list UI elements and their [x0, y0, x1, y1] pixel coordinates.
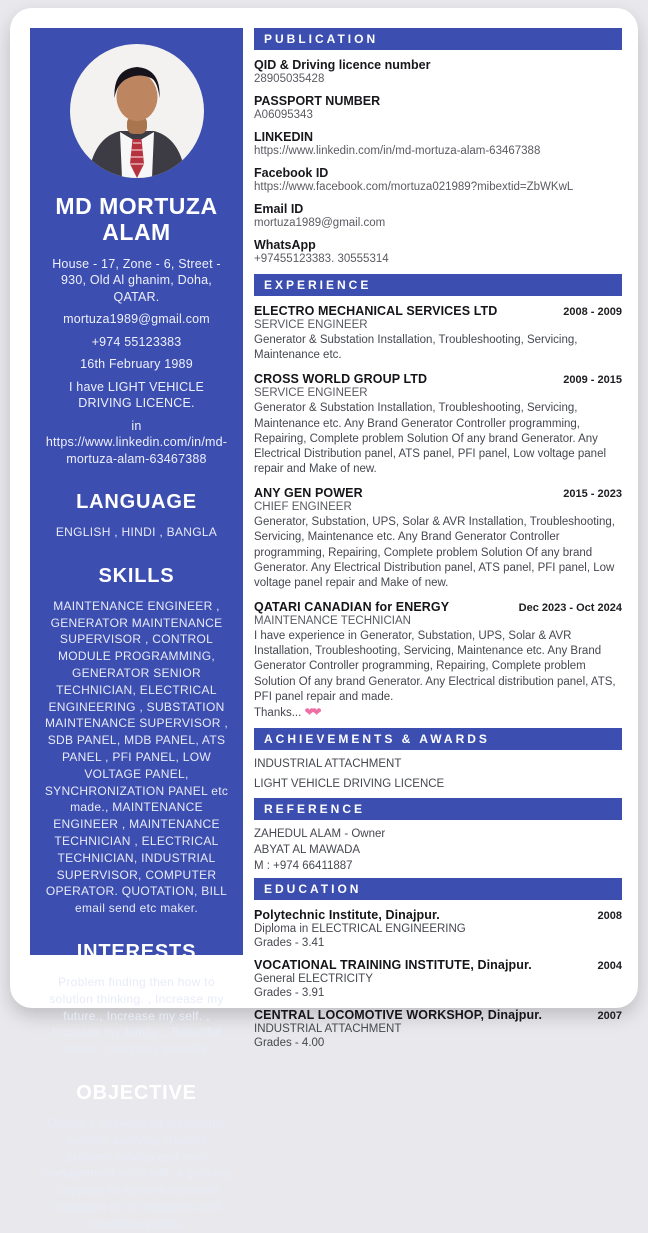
experience-header	[254, 486, 622, 500]
job-description: Generator & Substation Installation, Troubleshooting, Servicing, Maintenance etc. Any Brand Generator Controller programming, Repairing, Complete problem Solution Of any brand Generator. Any Electrical Distribution panel, ATS panel, PFI panel, Low voltage panel repair and Make of new.	[254, 402, 607, 476]
date-range: 2009 - 2015	[563, 374, 622, 387]
program-name: INDUSTRIAL ATTACHMENT	[254, 1022, 402, 1035]
section-achievements	[254, 728, 622, 790]
grades: Grades - 4.00	[254, 1036, 325, 1049]
section-heading: INTERESTS	[76, 940, 197, 963]
section-body: Problem finding then how to solution thinking. , Increase my future., Increase my self. , Increase my family. , Beautiful future., Company benefits.	[49, 974, 224, 1057]
field-label: Facebook ID	[254, 166, 329, 180]
birthdate-line: 16th February 1989	[80, 357, 193, 371]
candidate-name: MD MORTUZA ALAM	[55, 193, 218, 245]
section-experience	[254, 274, 622, 719]
job-title: SERVICE ENGINEER	[254, 387, 368, 400]
sidebar-section-objective	[42, 1082, 231, 1233]
program-name: General ELECTRICITY	[254, 972, 373, 985]
publication-item	[254, 238, 622, 265]
section-bar-publication: PUBLICATION	[254, 28, 622, 50]
education-header	[254, 958, 622, 972]
field-value: mortuza1989@gmail.com	[254, 217, 386, 229]
experience-item	[254, 304, 622, 363]
resume-card	[10, 8, 638, 1231]
field-label: PASSPORT NUMBER	[254, 94, 381, 108]
education-item	[254, 1008, 622, 1049]
education-item	[254, 958, 622, 999]
field-value: +97455123383. 30555314	[254, 253, 389, 265]
linkedin-url-line: https://www.linkedin.com/in/md-mortuza-alam-63467388	[45, 435, 228, 466]
school-name: CENTRAL LOCOMOTIVE WORKSHOP, Dinajpur.	[254, 1007, 543, 1022]
job-title: CHIEF ENGINEER	[254, 501, 352, 514]
experience-header	[254, 600, 622, 614]
section-education	[254, 878, 622, 1049]
company-name: CROSS WORLD GROUP LTD	[254, 372, 428, 387]
profile-photo	[42, 44, 231, 178]
section-bar-reference: REFERENCE	[254, 798, 622, 820]
graduation-year: 2004	[597, 959, 622, 972]
section-bar-achievements: ACHIEVEMENTS & AWARDS	[254, 728, 622, 750]
job-title: SERVICE ENGINEER	[254, 319, 368, 331]
job-title: MAINTENANCE TECHNICIAN	[254, 615, 411, 628]
achievement-item: INDUSTRIAL ATTACHMENT	[254, 757, 402, 770]
experience-header	[254, 304, 622, 318]
job-description: Generator & Substation Installation, Troubleshooting, Servicing, Maintenance etc.	[254, 334, 578, 362]
publication-item	[254, 202, 622, 229]
reference-company: ABYAT AL MAWADA	[254, 843, 361, 856]
date-range: Dec 2023 - Oct 2024	[518, 602, 622, 615]
publication-item	[254, 58, 622, 85]
thanks-text: Thanks...	[254, 706, 302, 719]
achievement-item: LIGHT VEHICLE DRIVING LICENCE	[254, 777, 445, 790]
publication-item	[254, 94, 622, 121]
sidebar-section-language	[42, 491, 231, 541]
email-line: mortuza1989@gmail.com	[63, 312, 210, 326]
licence-line: I have LIGHT VEHICLE DRIVING LICENCE.	[68, 379, 205, 410]
section-heading: LANGUAGE	[76, 491, 197, 513]
section-reference	[254, 798, 622, 878]
section-bar-education: EDUCATION	[254, 878, 622, 900]
program-name: Diploma in ELECTRICAL ENGINEERING	[254, 922, 466, 935]
school-name: Polytechnic Institute, Dinajpur.	[254, 907, 440, 922]
education-header	[254, 908, 622, 922]
education-header	[254, 1008, 622, 1022]
graduation-year: 2008	[597, 909, 622, 922]
grades: Grades - 3.41	[254, 936, 325, 949]
experience-item	[254, 600, 622, 719]
graduation-year: 2007	[597, 1009, 622, 1022]
company-name: ELECTRO MECHANICAL SERVICES LTD	[254, 304, 498, 318]
company-name: ANY GEN POWER	[254, 486, 363, 501]
education-item	[254, 908, 622, 949]
company-name: QATARI CANADIAN for ENERGY	[254, 600, 450, 615]
section-body: MAINTENANCE ENGINEER , GENERATOR MAINTENANCE SUPERVISOR , CONTROL MODULE PROGRAMMING, GENERATOR SENIOR TECHNICIAN, ELECTRICAL ENGINEERING , SUBSTATION MAINTENANCE SUPERVISOR , SDB PANEL, MDB PANEL, ATS PANEL , PFI PANEL, LOW VOLTAGE PANEL, SYNCHRONIZATION PANEL etc made., MAINTENANCE ENGINEER , MAINTENANCE TECHNICIAN , ELECTRICAL TECHNICIAN, INDUSTRIAL SUPERVISOR, COMPUTER OPERATOR. QUOTATION, BILL email send etc maker.	[44, 598, 229, 916]
school-name: VOCATIONAL TRAINING INSTITUTE, Dinajpur.	[254, 957, 532, 972]
field-label: Email ID	[254, 202, 304, 216]
section-body: Obtain a challenging leadership position applying creative problem solving and lean management skills with a growing company to achieve optimum utilization of its resources and maximum profits.	[42, 1115, 232, 1231]
job-description: Generator, Substation, UPS, Solar & AVR Installation, Troubleshooting, Servicing, Maintenance etc. Any Brand Generator Controller programming, Repairing, Complete problem Solution Of any brand Generator. Any Electrical Distribution panel, ATS panel, PFI panel, Low voltage panel repair and Make of new.	[254, 516, 615, 589]
experience-item	[254, 372, 622, 477]
sidebar-section-skills	[42, 565, 231, 917]
section-heading: OBJECTIVE	[76, 1081, 197, 1104]
field-value: https://www.linkedin.com/in/md-mortuza-alam-63467388	[254, 145, 541, 157]
reference-phone: M : +974 66411887	[254, 859, 353, 872]
section-publication	[254, 28, 622, 265]
thanks-note	[254, 705, 622, 719]
field-label: QID & Driving licence number	[254, 58, 431, 72]
field-label: LINKEDIN	[254, 130, 314, 144]
contact-block	[42, 256, 231, 468]
phone-line: +974 55123383	[91, 334, 182, 349]
address-line: House - 17, Zone - 6, Street - 930, Old Al ghanim, Doha, QATAR.	[52, 256, 221, 304]
section-heading: SKILLS	[98, 564, 175, 587]
field-label: WhatsApp	[254, 238, 316, 252]
field-value: https://www.facebook.com/mortuza021989?mibextid=ZbWKwL	[254, 181, 574, 193]
hearts-icon: ❤❤	[304, 704, 319, 719]
date-range: 2008 - 2009	[563, 306, 622, 318]
portrait-avatar-icon	[70, 44, 204, 178]
sidebar	[30, 28, 243, 1231]
main-column	[243, 28, 622, 1058]
job-description: I have experience in Generator, Substation, UPS, Solar & AVR Installation, Troubleshooting, Servicing, Maintenance etc. Any Brand Generator Controller programming, Repairing, Complete problem Solution Of any brand Generator. Any Electrical distribution panel, ATS, PFI panel repair and made.	[254, 630, 616, 703]
publication-item	[254, 130, 622, 157]
experience-header	[254, 372, 622, 386]
section-body: ENGLISH , HINDI , BANGLA	[55, 525, 218, 539]
linkedin-prefix-line: in	[131, 418, 142, 433]
resume-body	[10, 8, 638, 1231]
publication-item	[254, 166, 622, 193]
section-bar-experience: EXPERIENCE	[254, 274, 622, 296]
sidebar-section-interests	[42, 941, 231, 1058]
experience-item	[254, 486, 622, 591]
date-range: 2015 - 2023	[563, 488, 622, 501]
reference-name: ZAHEDUL ALAM - Owner	[254, 827, 386, 840]
field-value: 28905035428	[254, 73, 325, 85]
grades: Grades - 3.91	[254, 986, 325, 999]
field-value: A06095343	[254, 109, 313, 121]
